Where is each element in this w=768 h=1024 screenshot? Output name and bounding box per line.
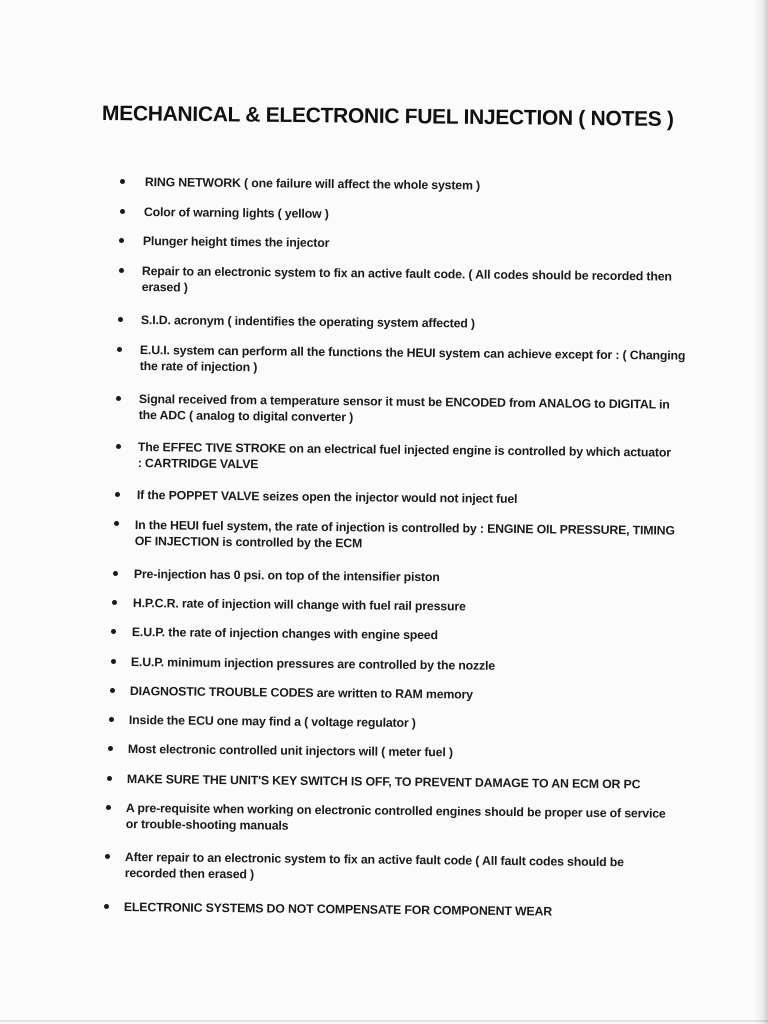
bullet-icon [116, 444, 121, 449]
note-text: Most electronic controlled unit injectors will ( meter fuel ) [127, 741, 453, 760]
bullet-icon [111, 659, 116, 664]
note-text: Inside the ECU one may find a ( voltage regulator ) [128, 712, 416, 731]
note-text: S.I.D. acronym ( indentifies the operating system affected ) [140, 312, 476, 331]
note-text: A pre-requisite when working on electronic controlled engines should be proper use of service or trouble-shooting manuals [125, 800, 666, 833]
note-text: Signal received from a temperature sensor it must be ENCODED from ANALOG to DIGITAL in the ADC ( analog to digital converter ) [138, 391, 670, 425]
bullet-icon [109, 717, 114, 722]
note-text: E.U.I. system can perform all the functions the HEUI system can achieve except for : ( Changing the rate of injection ) [139, 342, 686, 375]
bullet-icon [120, 179, 125, 184]
bullet-icon [120, 209, 125, 214]
note-text: RING NETWORK ( one failure will affect the whole system ) [144, 174, 481, 193]
note-text: If the POPPET VALVE seizes open the injector would not inject fuel [136, 487, 518, 506]
note-text: Plunger height times the injector [142, 233, 330, 250]
note-text: Repair to an electronic system to fix an active fault code. ( All codes should be recorded then erased ) [141, 263, 672, 295]
page-edge-shadow [754, 0, 768, 1024]
bullet-icon [111, 629, 116, 634]
note-text: E.U.P. minimum injection pressures are controlled by the nozzle [130, 654, 496, 673]
note-text: After repair to an electronic system to fix an active fault code ( All fault codes should be recorded then erased ) [124, 849, 624, 882]
bullet-icon [104, 904, 109, 909]
note-text: DIAGNOSTIC TROUBLE CODES are written to RAM memory [129, 683, 473, 702]
bullet-icon [118, 317, 123, 322]
bullet-icon [107, 776, 112, 781]
note-text: In the HEUI fuel system, the rate of injection is controlled by : ENGINE OIL PRESSURE, TIMING OF INJECTION is controlled by the ECM [134, 517, 675, 551]
bullet-icon [108, 746, 113, 751]
note-text: E.U.P. the rate of injection changes with engine speed [131, 624, 438, 643]
page-bottom-edge [0, 1020, 768, 1022]
bullet-icon [110, 688, 115, 693]
bullet-icon [105, 854, 110, 859]
bullet-icon [117, 347, 122, 352]
bullet-icon [119, 238, 124, 243]
note-text: H.P.C.R. rate of injection will change with fuel rail pressure [132, 595, 466, 614]
bullet-icon [114, 521, 119, 526]
note-text: Color of warning lights ( yellow ) [143, 204, 329, 221]
bullet-icon [112, 600, 117, 605]
bullet-icon [115, 492, 120, 497]
bullet-icon [113, 571, 118, 576]
page-title: MECHANICAL & ELECTRONIC FUEL INJECTION ( NOTES ) [101, 102, 674, 131]
bullet-icon [106, 805, 111, 810]
note-text: Pre-injection has 0 psi. on top of the intensifier piston [133, 566, 440, 585]
note-text: The EFFEC TIVE STROKE on an electrical fuel injected engine is controlled by which actuator : CARTRIDGE VALVE [137, 439, 671, 472]
note-text: ELECTRONIC SYSTEMS DO NOT COMPENSATE FOR COMPONENT WEAR [123, 899, 553, 919]
bullet-icon [116, 396, 121, 401]
bullet-icon [119, 268, 124, 273]
note-text: MAKE SURE THE UNIT'S KEY SWITCH IS OFF, TO PREVENT DAMAGE TO AN ECM OR PC [126, 771, 641, 792]
